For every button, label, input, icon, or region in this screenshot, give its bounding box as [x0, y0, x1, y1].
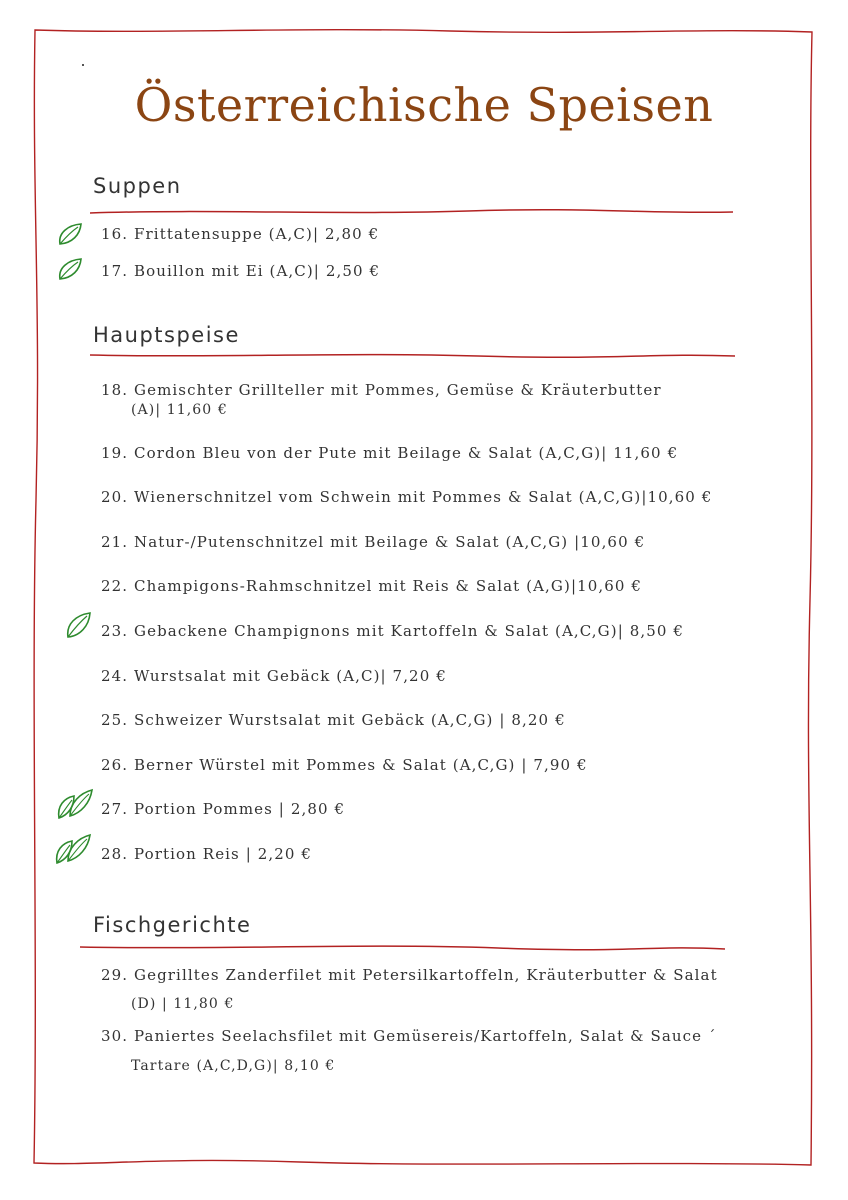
menu-item-26: 26. Berner Würstel mit Pommes & Salat (A,C,G) | 7,90 €	[101, 756, 588, 774]
stray-dot	[82, 64, 84, 66]
menu-item-30-cont: Tartare (A,C,D,G)| 8,10 €	[131, 1058, 336, 1074]
section-title-suppen: Suppen	[93, 174, 182, 198]
menu-item-17: 17. Bouillon mit Ei (A,C)| 2,50 €	[101, 262, 381, 280]
single-leaf-icon	[56, 221, 84, 247]
section-title-hauptspeise: Hauptspeise	[93, 323, 240, 347]
menu-item-18-cont: (A)| 11,60 €	[131, 402, 228, 418]
section-divider	[88, 349, 738, 361]
menu-item-24: 24. Wurstsalat mit Gebäck (A,C)| 7,20 €	[101, 667, 447, 685]
menu-item-29-cont: (D) | 11,80 €	[131, 996, 235, 1012]
menu-item-18: 18. Gemischter Grillteller mit Pommes, Gemüse & Kräuterbutter	[101, 381, 662, 399]
menu-item-22: 22. Champigons-Rahmschnitzel mit Reis & Salat (A,G)|10,60 €	[101, 577, 643, 595]
section-title-fischgerichte: Fischgerichte	[93, 913, 252, 937]
double-leaf-icon	[56, 786, 94, 822]
menu-item-20: 20. Wienerschnitzel vom Schwein mit Pommes & Salat (A,C,G)|10,60 €	[101, 488, 713, 506]
menu-item-30: 30. Paniertes Seelachsfilet mit Gemüsereis/Kartoffeln, Salat & Sauce ´	[101, 1027, 717, 1045]
menu-item-28: 28. Portion Reis | 2,20 €	[101, 845, 313, 863]
menu-item-19: 19. Cordon Bleu von der Pute mit Beilage & Salat (A,C,G)| 11,60 €	[101, 444, 679, 462]
menu-item-29: 29. Gegrilltes Zanderfilet mit Petersilkartoffeln, Kräuterbutter & Salat	[101, 966, 718, 984]
single-leaf-icon	[64, 610, 92, 640]
double-leaf-icon	[54, 831, 92, 867]
menu-item-23: 23. Gebackene Champignons mit Kartoffeln & Salat (A,C,G)| 8,50 €	[101, 622, 685, 640]
menu-item-25: 25. Schweizer Wurstsalat mit Gebäck (A,C,G) | 8,20 €	[101, 711, 566, 729]
page-title: Österreichische Speisen	[134, 78, 714, 132]
single-leaf-icon	[56, 256, 84, 282]
section-divider	[78, 940, 728, 954]
menu-item-21: 21. Natur-/Putenschnitzel mit Beilage & Salat (A,C,G) |10,60 €	[101, 533, 646, 551]
menu-item-16: 16. Frittatensuppe (A,C)| 2,80 €	[101, 225, 380, 243]
section-divider	[88, 206, 736, 218]
menu-item-27: 27. Portion Pommes | 2,80 €	[101, 800, 346, 818]
